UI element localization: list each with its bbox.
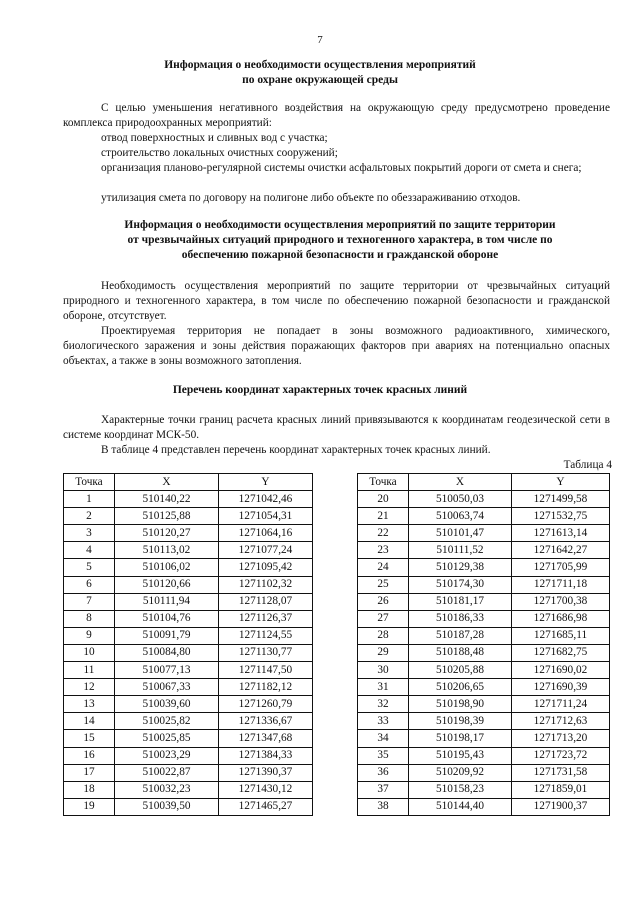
table-row — [358, 679, 610, 696]
cell-x: 510188,48 — [409, 644, 512, 661]
table-row — [64, 593, 313, 610]
paragraph: В таблице 4 представлен перечень координат характерных точек красных линий. — [101, 444, 491, 456]
list-item: строительство локальных очистных сооружений; — [101, 147, 338, 159]
cell-point: 25 — [358, 576, 409, 593]
table-row — [358, 593, 610, 610]
cell-y: 1271126,37 — [219, 610, 313, 627]
cell-point: 10 — [64, 644, 115, 661]
cell-point: 9 — [64, 627, 115, 644]
cell-point: 35 — [358, 747, 409, 764]
cell-y: 1271095,42 — [219, 559, 313, 576]
header-x: X — [115, 474, 219, 491]
cell-y: 1271042,46 — [219, 491, 313, 508]
cell-point: 14 — [64, 713, 115, 730]
cell-y: 1271336,67 — [219, 713, 313, 730]
table-row — [358, 508, 610, 525]
cell-x: 510174,30 — [409, 576, 512, 593]
section-title-line: Информация о необходимости осуществления мероприятий — [164, 59, 476, 71]
cell-point: 22 — [358, 525, 409, 542]
table-row — [358, 644, 610, 661]
table-row — [64, 798, 313, 815]
coordinates-table-right — [357, 473, 610, 816]
cell-y: 1271260,79 — [219, 696, 313, 713]
paragraph: Необходимость осуществления мероприятий по защите территории от чрезвычайных ситуаций природного и техногенного характера, в том числе по обеспечению пожарной безопасности и гражданской обороне, отсутствует. — [63, 280, 610, 322]
cell-y: 1271690,02 — [512, 662, 610, 679]
cell-point: 15 — [64, 730, 115, 747]
cell-y: 1271430,12 — [219, 781, 313, 798]
cell-x: 510063,74 — [409, 508, 512, 525]
table-row — [358, 696, 610, 713]
cell-y: 1271712,63 — [512, 713, 610, 730]
list-item: утилизация смета по договору на полигоне либо объекте по обеззараживанию отходов. — [101, 192, 521, 204]
table-row — [358, 542, 610, 559]
table-row — [64, 696, 313, 713]
cell-x: 510067,33 — [115, 679, 219, 696]
cell-y: 1271723,72 — [512, 747, 610, 764]
cell-x: 510198,17 — [409, 730, 512, 747]
section-title-line: обеспечению пожарной безопасности и гражданской обороне — [181, 249, 499, 261]
section-title-line: Информация о необходимости осуществления мероприятий по защите территории — [124, 219, 556, 231]
table-row — [64, 559, 313, 576]
section-environment-title — [0, 58, 640, 88]
section-emergency-title — [40, 218, 640, 263]
cell-point: 8 — [64, 610, 115, 627]
table-row — [358, 747, 610, 764]
cell-point: 16 — [64, 747, 115, 764]
cell-y: 1271642,27 — [512, 542, 610, 559]
cell-point: 11 — [64, 662, 115, 679]
table-row — [64, 610, 313, 627]
table-row — [64, 491, 313, 508]
table-row — [64, 662, 313, 679]
table-row — [358, 662, 610, 679]
cell-y: 1271182,12 — [219, 679, 313, 696]
table-row — [64, 627, 313, 644]
cell-x: 510039,60 — [115, 696, 219, 713]
cell-x: 510022,87 — [115, 764, 219, 781]
cell-point: 28 — [358, 627, 409, 644]
table-row — [358, 764, 610, 781]
list-item: организация планово-регулярной системы очистки асфальтовых покрытий дороги от смета и снега; — [101, 162, 582, 174]
cell-y: 1271532,75 — [512, 508, 610, 525]
cell-x: 510113,02 — [115, 542, 219, 559]
table-row — [358, 798, 610, 815]
page-number: 7 — [317, 34, 323, 46]
table-row — [64, 713, 313, 730]
cell-x: 510111,94 — [115, 593, 219, 610]
cell-x: 510144,40 — [409, 798, 512, 815]
cell-x: 510025,85 — [115, 730, 219, 747]
header-y: Y — [219, 474, 313, 491]
cell-y: 1271147,50 — [219, 662, 313, 679]
table-row — [64, 781, 313, 798]
cell-x: 510205,88 — [409, 662, 512, 679]
header-y: Y — [512, 474, 610, 491]
table-row — [64, 644, 313, 661]
cell-point: 2 — [64, 508, 115, 525]
table-header-row — [64, 474, 313, 491]
cell-point: 38 — [358, 798, 409, 815]
table-row — [64, 508, 313, 525]
cell-point: 29 — [358, 644, 409, 661]
header-point: Точка — [358, 474, 409, 491]
cell-y: 1271711,24 — [512, 696, 610, 713]
cell-y: 1271859,01 — [512, 781, 610, 798]
cell-y: 1271077,24 — [219, 542, 313, 559]
cell-x: 510129,38 — [409, 559, 512, 576]
cell-y: 1271499,58 — [512, 491, 610, 508]
cell-x: 510158,23 — [409, 781, 512, 798]
section-coordinates-title: Перечень координат характерных точек красных линий — [172, 384, 468, 396]
cell-point: 17 — [64, 764, 115, 781]
header-point: Точка — [64, 474, 115, 491]
cell-y: 1271347,68 — [219, 730, 313, 747]
cell-point: 34 — [358, 730, 409, 747]
cell-y: 1271705,99 — [512, 559, 610, 576]
cell-point: 12 — [64, 679, 115, 696]
cell-x: 510032,23 — [115, 781, 219, 798]
paragraph: Характерные точки границ расчета красных линий привязываются к координатам геодезической сети в системе координат МСК-50. — [63, 414, 610, 441]
table-row — [64, 679, 313, 696]
cell-y: 1271390,37 — [219, 764, 313, 781]
cell-y: 1271685,11 — [512, 627, 610, 644]
cell-y: 1271384,33 — [219, 747, 313, 764]
cell-y: 1271700,38 — [512, 593, 610, 610]
cell-x: 510198,39 — [409, 713, 512, 730]
cell-point: 27 — [358, 610, 409, 627]
cell-x: 510077,13 — [115, 662, 219, 679]
cell-x: 510039,50 — [115, 798, 219, 815]
cell-point: 6 — [64, 576, 115, 593]
table-row — [358, 491, 610, 508]
cell-point: 4 — [64, 542, 115, 559]
cell-point: 36 — [358, 764, 409, 781]
cell-point: 20 — [358, 491, 409, 508]
cell-point: 31 — [358, 679, 409, 696]
cell-y: 1271102,32 — [219, 576, 313, 593]
cell-point: 7 — [64, 593, 115, 610]
cell-point: 30 — [358, 662, 409, 679]
cell-x: 510091,79 — [115, 627, 219, 644]
cell-point: 18 — [64, 781, 115, 798]
cell-x: 510120,66 — [115, 576, 219, 593]
cell-x: 510111,52 — [409, 542, 512, 559]
cell-y: 1271731,58 — [512, 764, 610, 781]
table-row — [358, 610, 610, 627]
cell-x: 510198,90 — [409, 696, 512, 713]
table-row — [358, 559, 610, 576]
cell-x: 510104,76 — [115, 610, 219, 627]
table-row — [64, 542, 313, 559]
cell-x: 510106,02 — [115, 559, 219, 576]
table-row — [64, 730, 313, 747]
header-x: X — [409, 474, 512, 491]
cell-y: 1271465,27 — [219, 798, 313, 815]
cell-point: 21 — [358, 508, 409, 525]
cell-x: 510120,27 — [115, 525, 219, 542]
cell-point: 13 — [64, 696, 115, 713]
cell-y: 1271124,55 — [219, 627, 313, 644]
cell-point: 26 — [358, 593, 409, 610]
table-row — [358, 576, 610, 593]
cell-y: 1271713,20 — [512, 730, 610, 747]
cell-y: 1271682,75 — [512, 644, 610, 661]
cell-x: 510186,33 — [409, 610, 512, 627]
cell-y: 1271711,18 — [512, 576, 610, 593]
table-caption: Таблица 4 — [563, 459, 612, 471]
cell-y: 1271686,98 — [512, 610, 610, 627]
cell-x: 510206,65 — [409, 679, 512, 696]
table-row — [64, 576, 313, 593]
cell-x: 510084,80 — [115, 644, 219, 661]
cell-y: 1271690,39 — [512, 679, 610, 696]
table-header-row — [358, 474, 610, 491]
cell-x: 510181,17 — [409, 593, 512, 610]
table-row — [358, 713, 610, 730]
cell-x: 510023,29 — [115, 747, 219, 764]
cell-y: 1271130,77 — [219, 644, 313, 661]
paragraph: Проектируемая территория не попадает в зоны возможного радиоактивного, химического, биологического заражения и зоны действия поражающих факторов при авариях на потенциально опасных объектах, а также в зоны возможного затопления. — [63, 325, 610, 367]
table-row — [358, 781, 610, 798]
cell-point: 24 — [358, 559, 409, 576]
cell-x: 510195,43 — [409, 747, 512, 764]
cell-x: 510101,47 — [409, 525, 512, 542]
cell-point: 37 — [358, 781, 409, 798]
cell-x: 510025,82 — [115, 713, 219, 730]
table-row — [64, 525, 313, 542]
table-row — [64, 764, 313, 781]
cell-x: 510140,22 — [115, 491, 219, 508]
cell-y: 1271054,31 — [219, 508, 313, 525]
table-row — [64, 747, 313, 764]
table-row — [358, 627, 610, 644]
table-row — [358, 730, 610, 747]
cell-point: 5 — [64, 559, 115, 576]
section-title-line: от чрезвычайных ситуаций природного и техногенного характера, в том числе по — [127, 234, 553, 246]
cell-x: 510187,28 — [409, 627, 512, 644]
cell-point: 33 — [358, 713, 409, 730]
cell-y: 1271128,07 — [219, 593, 313, 610]
cell-point: 23 — [358, 542, 409, 559]
cell-x: 510209,92 — [409, 764, 512, 781]
cell-x: 510050,03 — [409, 491, 512, 508]
cell-y: 1271900,37 — [512, 798, 610, 815]
table-row — [358, 525, 610, 542]
cell-y: 1271613,14 — [512, 525, 610, 542]
paragraph: С целью уменьшения негативного воздействия на окружающую среду предусмотрено проведение комплекса природоохранных мероприятий: — [63, 102, 610, 129]
cell-x: 510125,88 — [115, 508, 219, 525]
list-item: отвод поверхностных и сливных вод с участка; — [101, 132, 328, 144]
cell-point: 1 — [64, 491, 115, 508]
section-title-line: по охране окружающей среды — [242, 74, 398, 86]
coordinates-table-left — [63, 473, 313, 816]
cell-y: 1271064,16 — [219, 525, 313, 542]
cell-point: 19 — [64, 798, 115, 815]
cell-point: 32 — [358, 696, 409, 713]
cell-point: 3 — [64, 525, 115, 542]
